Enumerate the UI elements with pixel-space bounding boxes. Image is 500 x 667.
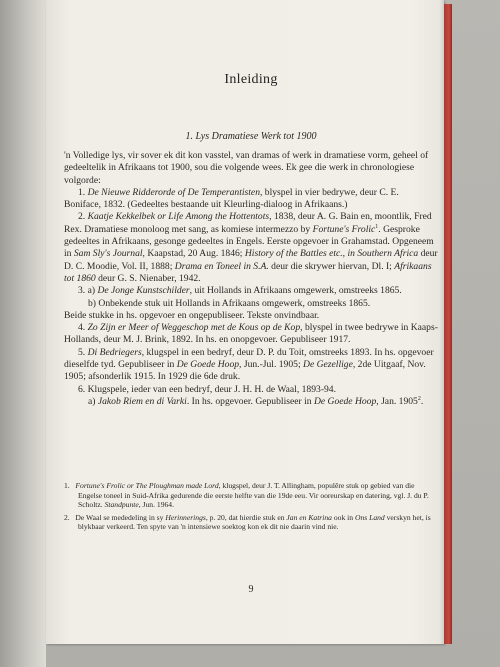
item-text: , 2de Uitgaaf, Nov. 1905; afsonderlik 1915. In 1929 die 6de druk. [64,359,426,383]
item-number: 3. a) [78,285,98,297]
work-title: Herinnerings [165,512,206,522]
work-title: Ons Land [354,512,385,522]
footnotes [64,481,438,535]
footnote-number: 1. [64,481,70,490]
list-item [64,285,438,297]
footnote-text: De Waal se mededeling in sy [75,512,166,522]
item-text: , uit Hollands in Afrikaans omgewerk, omstreeks 1865. [189,285,402,297]
work-title: De Goede Hoop [313,395,377,407]
work-title: De Gezellige [303,359,353,371]
footnote-text: , klugspel, deur J. T. Allingham, populêre stuk op gebied van die Engelse toneel in Suid-Afrika gedurende die eerste helfte van die 19de eeu. Vir ooreurskap en datering, vgl. J. du P. Scholtz. [78,481,429,510]
work-title: De Nieuwe Ridderorde of De Temperantisten [87,186,260,198]
work-title: Zo Zijn er Meer of Weggeschop met de Kous op de Kop [87,322,301,334]
footnote-ref: 1 [375,223,379,230]
item-text: . [420,395,424,407]
work-title: Fortune's Frolic [312,223,376,235]
work-title: Afrikaans tot 1860 [64,260,432,284]
work-title: De Goede Hoop [176,359,240,371]
work-title: Standpunte [104,500,139,510]
item-text: , Jun.-Jul. 1905; [239,359,304,371]
list-item [64,322,438,347]
work-title: Di Bedriegers [87,346,142,358]
item-text: , Kaapstad, 20 Aug. 1846; [142,248,245,260]
footnote-text: , p. 20, dat hierdie stuk en [205,512,287,522]
item-number: 1. [78,186,88,198]
work-title: Fortune's Frolic or The Ploughman made Lord [75,481,219,490]
footnote [64,513,438,532]
page-title: Inleiding [224,72,278,87]
item-text: , Jan. 1905 [376,395,418,407]
item-text: , blyspel in vier bedrywe, deur C. E. Boniface, 1832. (Gedeeltes bestaande uit Kleurling-dialoog in Afrikaans.) [64,186,399,211]
item-text: deur D. C. Moodie, Vol. II, 1888; [64,248,438,272]
footnote-ref: 2 [417,395,421,402]
intro-paragraph: 'n Volledige lys, vir sover ek dit kon vasstel, van dramas of werk in dramatiese vorm, geheel of gedeeltelik in Afrikaans tot 1900, sou die volgende wees. Ek gee die werk in chronologiese volgorde: [64,150,429,186]
footnote-text: , Jun. 1964. [138,500,174,510]
item-number: 2. [78,211,88,223]
footnote-text: verskyn het, is blykbaar verkeerd. Ten spyte van 'n intensiewe soektog kon ek dit nie daarin vind nie. [78,512,431,532]
list-item [64,211,438,285]
footnote-number: 2. [64,512,70,522]
list-subitem: b) Onbekende stuk uit Hollands in Afrikaans omgewerk, omstreeks 1865. [88,297,371,309]
work-title: History of the Battles etc., in Southern Africa [244,248,419,260]
item-text: . In hs. opgevoer. Gepubliseer in [186,395,314,407]
list-subitem [64,396,438,408]
item-text: , 1838, deur A. G. Bain en, moontlik, Fred Rex. Dramatiese monoloog met sang, as komiese intermezzo by [64,211,432,235]
footnote [64,481,438,510]
item-number: a) [88,395,98,407]
item-number: 5. [78,346,88,358]
work-title: Sam Sly's Journal [73,248,143,260]
item-text: . Gesproke gedeeltes in Afrikaans, gesonge gedeeltes in Engels. Eerste opgevoer in Grahamstad. Opgeneem in [64,223,434,260]
work-title: Jakob Riem en di Varki [97,395,187,407]
list-item [64,187,438,212]
work-title: Jan en Katrina [286,512,332,522]
work-title: De Jonge Kunstschilder [97,285,190,297]
book-cover-edge [444,4,452,644]
item-text: deur die skrywer hiervan, Dl. I; [268,260,395,272]
note-line: Beide stukke in hs. opgevoer en ongepubliseer. Tekste onvindbaar. [64,309,320,321]
item-text: , blyspel in twee bedrywe in Kaaps-Hollands, deur M. J. Brink, 1892. In hs. en onopgevoer. Gepubliseer 1917. [64,322,438,346]
work-title: Drama en Toneel in S.A. [174,260,269,272]
item-number: 4. [78,322,88,334]
list-item: 6. Klugspele, ieder van een bedryf, deur J. H. H. de Waal, 1893-94. [78,383,337,395]
item-text: , klugspel in een bedryf, deur D. P. du Toit, omstreeks 1893. In hs. opgevoer dieselfde tyd. Gepubliseer in [64,346,434,371]
item-text: deur G. S. Nienaber, 1942. [95,272,201,284]
page-number: 9 [248,584,254,595]
footnote-text: ook in [331,512,355,522]
facing-page-edge [0,0,46,667]
list-item [64,347,438,384]
section-title: 1. Lys Dramatiese Werk tot 1900 [185,131,317,142]
work-title: Kaatje Kekkelbek or Life Among the Hottentots [87,211,270,223]
body-text [64,150,438,408]
